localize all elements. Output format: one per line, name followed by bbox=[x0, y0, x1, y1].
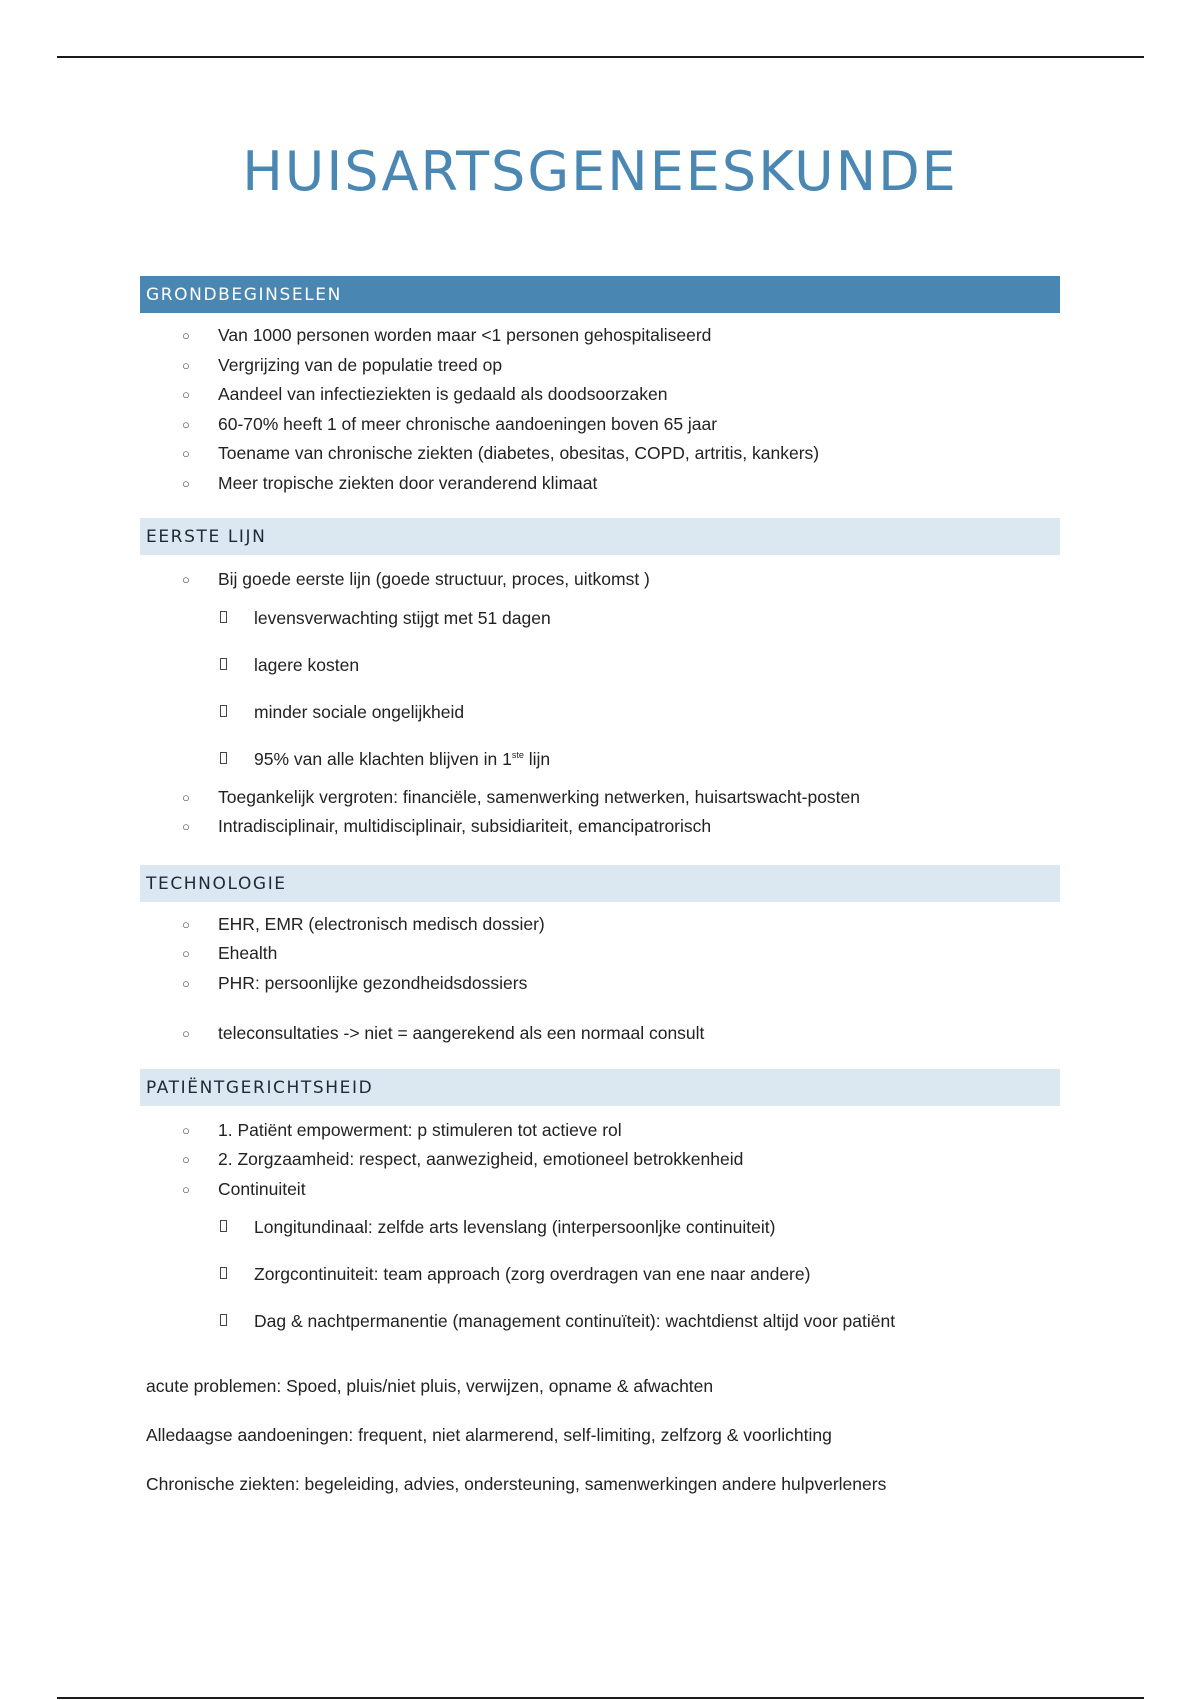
top-rule bbox=[57, 56, 1144, 58]
list-patientgerichtsheid bbox=[140, 1116, 1060, 1205]
circle-bullet-icon: ○ bbox=[182, 819, 190, 834]
sub-list-item: Dag & nachtpermanentie (management continuïteit): wachtdienst altijd voor patiënt bbox=[140, 1298, 1060, 1345]
circle-bullet-icon: ○ bbox=[182, 1122, 190, 1138]
circle-bullet-icon: ○ bbox=[182, 475, 190, 491]
sublist-continuiteit bbox=[140, 1204, 1060, 1345]
circle-bullet-icon: ○ bbox=[182, 946, 190, 961]
paragraph-chronische-ziekten: Chronische ziekten: begeleiding, advies, ondersteuning, samenwerkingen andere hulpverleners bbox=[146, 1474, 887, 1494]
section-heading-grondbeginselen: GRONDBEGINSELEN bbox=[140, 276, 1060, 313]
list-eerste-lijn bbox=[140, 565, 1060, 595]
circle-bullet-icon: ○ bbox=[182, 357, 190, 373]
list-item: ○ PHR: persoonlijke gezondheidsdossiers bbox=[140, 969, 1060, 999]
section-heading-patientgerichtsheid: PATIËNTGERICHTSHEID bbox=[140, 1069, 1060, 1106]
document-body bbox=[140, 276, 1060, 1520]
circle-bullet-icon: ○ bbox=[182, 1181, 190, 1197]
list-item: ○ teleconsultaties -> niet = aangerekend als een normaal consult bbox=[140, 1019, 1060, 1049]
circle-bullet-icon: ○ bbox=[182, 1152, 190, 1167]
circle-bullet-icon: ○ bbox=[182, 572, 190, 587]
list-item: ○ 60-70% heeft 1 of meer chronische aandoeningen boven 65 jaar bbox=[140, 410, 1060, 440]
list-item: ○ Bij goede eerste lijn (goede structuur, proces, uitkomst ) bbox=[140, 565, 1060, 595]
section-heading-technologie: TECHNOLOGIE bbox=[140, 865, 1060, 902]
list-item: ○ Meer tropische ziekten door veranderend klimaat bbox=[140, 469, 1060, 499]
document-title: HUISARTSGENEESKUNDE bbox=[242, 140, 958, 203]
sub-list-item: levensverwachting stijgt met 51 dagen bbox=[140, 595, 1060, 642]
list-item: ○ Aandeel van infectieziekten is gedaald als doodsoorzaken bbox=[140, 380, 1060, 410]
sub-list-item: lagere kosten bbox=[140, 642, 1060, 689]
circle-bullet-icon: ○ bbox=[182, 446, 190, 461]
list-item: ○ Toegankelijk vergroten: financiële, samenwerking netwerken, huisartswacht-posten bbox=[140, 783, 1060, 813]
square-bullet-icon bbox=[220, 658, 227, 670]
square-bullet-icon bbox=[220, 705, 227, 717]
paragraph-acute-problemen: acute problemen: Spoed, pluis/niet pluis, verwijzen, opname & afwachten bbox=[146, 1376, 714, 1396]
sub-list-item: Zorgcontinuiteit: team approach (zorg overdragen van ene naar andere) bbox=[140, 1251, 1060, 1298]
list-item: ○ Van 1000 personen worden maar <1 personen gehospitaliseerd bbox=[140, 321, 1060, 351]
paragraph-alledaagse-aandoeningen: Alledaagse aandoeningen: frequent, niet alarmerend, self-limiting, zelfzorg & voorlichting bbox=[146, 1425, 832, 1445]
circle-bullet-icon: ○ bbox=[182, 387, 190, 402]
sub-list-item: 95% van alle klachten blijven in 1ste lijn bbox=[140, 736, 1060, 783]
square-bullet-icon bbox=[220, 1220, 227, 1232]
sub-list-item: Longitundinaal: zelfde arts levenslang (interpersoonljke continuiteit) bbox=[140, 1204, 1060, 1251]
list-item: ○ Toename van chronische ziekten (diabetes, obesitas, COPD, artritis, kankers) bbox=[140, 439, 1060, 469]
list-item: ○ EHR, EMR (electronisch medisch dossier) bbox=[140, 910, 1060, 940]
section-heading-eerste-lijn: EERSTE LIJN bbox=[140, 518, 1060, 555]
circle-bullet-icon: ○ bbox=[182, 789, 190, 805]
list-item: ○ 1. Patiënt empowerment: p stimuleren tot actieve rol bbox=[140, 1116, 1060, 1146]
circle-bullet-icon: ○ bbox=[182, 916, 190, 932]
square-bullet-icon bbox=[220, 1267, 227, 1279]
circle-bullet-icon: ○ bbox=[182, 1026, 190, 1041]
square-bullet-icon bbox=[220, 1314, 227, 1326]
list-item: ○ Vergrijzing van de populatie treed op bbox=[140, 351, 1060, 381]
square-bullet-icon bbox=[220, 611, 227, 623]
sublist-eerste-lijn bbox=[140, 595, 1060, 783]
list-technologie bbox=[140, 910, 1060, 1049]
list-grondbeginselen bbox=[140, 321, 1060, 498]
sub-list-item: minder sociale ongelijkheid bbox=[140, 689, 1060, 736]
closing-paragraphs bbox=[140, 1373, 1060, 1497]
square-bullet-icon bbox=[220, 752, 227, 764]
superscript: ste bbox=[511, 749, 524, 760]
list-item: ○ 2. Zorgzaamheid: respect, aanwezigheid, emotioneel betrokkenheid bbox=[140, 1145, 1060, 1175]
circle-bullet-icon: ○ bbox=[182, 328, 190, 343]
list-eerste-lijn-continued bbox=[140, 783, 1060, 842]
circle-bullet-icon: ○ bbox=[182, 416, 190, 432]
list-item: ○ Ehealth bbox=[140, 939, 1060, 969]
list-item: ○ Continuiteit bbox=[140, 1175, 1060, 1205]
list-item: ○ Intradisciplinair, multidisciplinair, subsidiariteit, emancipatrorisch bbox=[140, 812, 1060, 842]
bottom-rule bbox=[57, 1697, 1144, 1699]
circle-bullet-icon: ○ bbox=[182, 975, 190, 991]
